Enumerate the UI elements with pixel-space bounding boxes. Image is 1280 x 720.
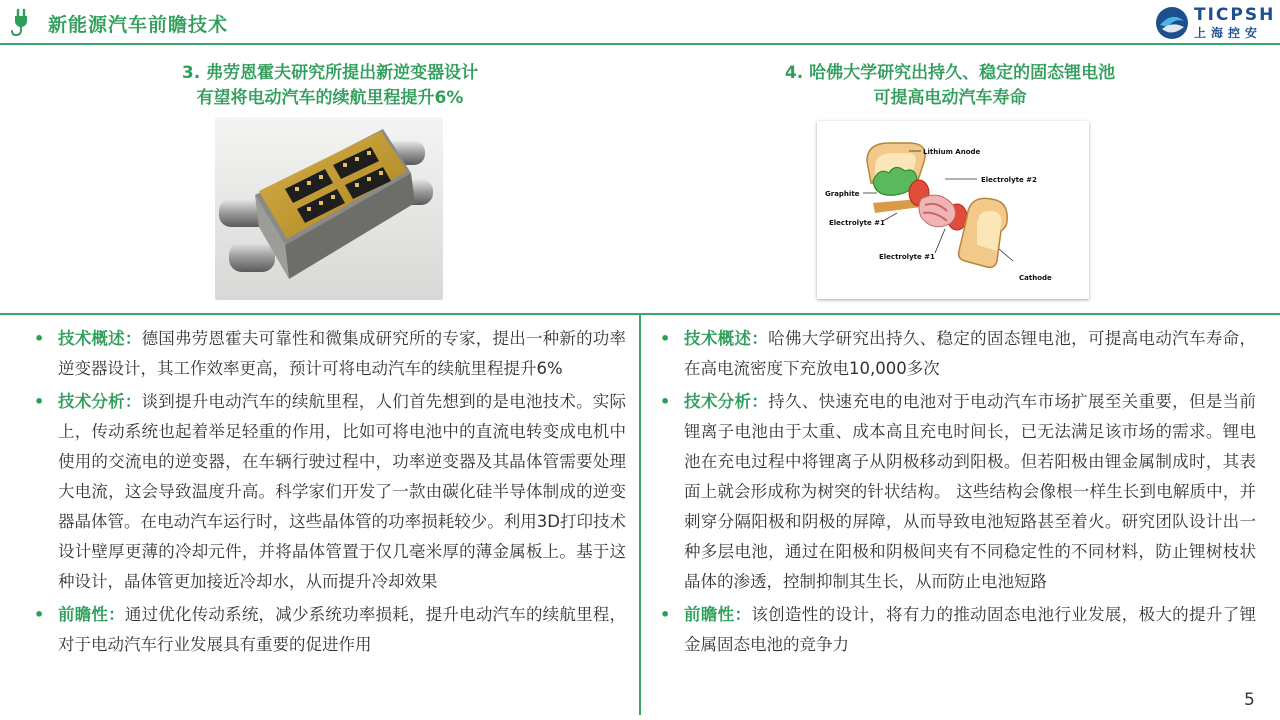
bullet-dot: •: [34, 329, 45, 348]
right-title-line2: 可提高电动汽车寿命: [873, 88, 1027, 108]
company-logo: [1154, 3, 1276, 41]
bullet-dot: •: [660, 392, 671, 411]
logo-text-en: TICPSH: [1194, 5, 1276, 25]
left-title-line1: 3. 弗劳恩霍夫研究所提出新逆变器设计: [181, 63, 479, 83]
bullet-text: 德国弗劳恩霍夫可靠性和微集成研究所的专家，提出一种新的功率逆变器设计，其工作效率更高，预计可将电动汽车的续航里程提升6%: [58, 329, 627, 378]
label-electrolyte1-b: Electrolyte #1: [879, 253, 935, 261]
left-title-line2: 有望将电动汽车的续航里程提升6%: [196, 88, 464, 108]
label-electrolyte2: Electrolyte #2: [981, 176, 1037, 184]
inverter-photo: [215, 117, 443, 300]
list-item: [34, 324, 626, 384]
logo-text-cn: 上海控安: [1194, 26, 1263, 40]
section-divider-vertical: [639, 315, 641, 715]
right-bullet-list: [660, 324, 1256, 663]
bullet-dot: •: [660, 605, 671, 624]
bullet-text: 通过优化传动系统，减少系统功率损耗，提升电动汽车的续航里程，对于电动汽车行业发展具有重要的促进作用: [58, 605, 627, 654]
page-number: 5: [1244, 690, 1255, 710]
bullet-text: 谈到提升电动汽车的续航里程，人们首先想到的是电池技术。实际上，传动系统也起着举足轻重的作用，比如可将电池中的直流电转变成电机中使用的交流电的逆变器，在车辆行驶过程中，功率逆变器及其晶体管需要处理大电流，这会导致温度升高。科学家们开发了一款由碳化硅半导体制成的逆变器晶体管。在电动汽车运行时，这些晶体管的功率损耗较少。利用3D打印技术设计壁厚更薄的冷却元件，并将晶体管置于仅几毫米厚的薄金属板上。基于这种设计，晶体管更加接近冷却水，从而提升冷却效果: [58, 392, 627, 591]
left-bullet-list: [34, 324, 626, 663]
header-divider: [0, 43, 1280, 45]
bullet-text: 该创造性的设计，将有力的推动固态电池行业发展，极大的提升了锂金属固态电池的竞争力: [684, 605, 1257, 654]
bullet-text: 哈佛大学研究出持久、稳定的固态锂电池，可提高电动汽车寿命，在高电流密度下充放电10,000多次: [684, 329, 1257, 378]
right-section-title: [720, 61, 1180, 111]
ev-plug-icon: [8, 6, 40, 38]
list-item: [660, 600, 1256, 660]
list-item: [34, 387, 626, 597]
logo-mark-icon: [1154, 5, 1190, 41]
bullet-label: 技术分析：: [58, 392, 142, 411]
solid-state-battery-diagram: [817, 121, 1089, 299]
page-title: 新能源汽车前瞻技术: [48, 14, 229, 36]
list-item: [660, 387, 1256, 597]
bullet-label: 前瞻性：: [684, 605, 752, 624]
header-bar: [0, 0, 1280, 44]
bullet-label: 技术分析：: [684, 392, 769, 411]
bullet-text: 持久、快速充电的电池对于电动汽车市场扩展至关重要，但是当前锂离子电池由于太重、成本高且充电时间长，已无法满足该市场的需求。锂电池在充电过程中将锂离子从阴极移动到阳极。但若阳极由锂金属制成时，其表面上就会形成称为树突的针状结构。 这些结构会像根一样生长到电解质中，并刺穿分隔阳极和阴极的屏障，从而导致电池短路甚至着火。研究团队设计出一种多层电池，通过在阳极和阴极间夹有不同稳定性的不同材料，防止锂树枝状晶体的渗透，控制抑制其生长，从而防止电池短路: [684, 392, 1257, 591]
bullet-label: 前瞻性：: [58, 605, 125, 624]
bullet-label: 技术概述：: [684, 329, 769, 348]
bullet-dot: •: [34, 605, 45, 624]
list-item: [660, 324, 1256, 384]
label-electrolyte1-a: Electrolyte #1: [829, 219, 885, 227]
right-title-line1: 4. 哈佛大学研究出持久、稳定的固态锂电池: [784, 63, 1116, 83]
bullet-dot: •: [660, 329, 671, 348]
bullet-label: 技术概述：: [58, 329, 142, 348]
list-item: [34, 600, 626, 660]
label-cathode: Cathode: [1019, 274, 1052, 282]
left-section-title: [100, 61, 560, 111]
bullet-dot: •: [34, 392, 45, 411]
label-graphite: Graphite: [825, 190, 860, 198]
label-lithium-anode: Lithium Anode: [923, 148, 981, 156]
